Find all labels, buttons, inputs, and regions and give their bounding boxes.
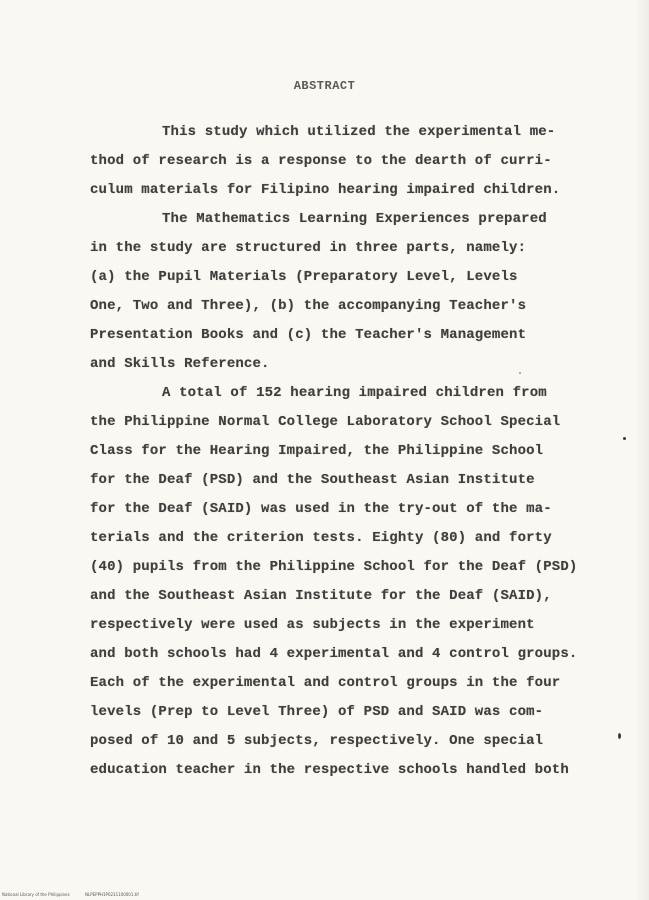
text-line: for the Deaf (PSD) and the Southeast Asian Institute <box>90 472 535 488</box>
scan-footer <box>2 892 153 897</box>
text-line: and both schools had 4 experimental and 4 control groups. <box>90 646 578 662</box>
scan-file-code: NLPEPPH1P0231100001.tif <box>85 892 139 897</box>
text-line: respectively were used as subjects in the experiment <box>90 617 535 633</box>
text-line: The Mathematics Learning Experiences prepared <box>162 211 547 227</box>
ink-speck <box>618 733 621 739</box>
text-line: A total of 152 hearing impaired children from <box>162 385 547 401</box>
library-credit: National Library of the Philippines <box>2 892 70 897</box>
ink-speck <box>519 372 521 374</box>
text-line: the Philippine Normal College Laboratory School Special <box>90 414 561 430</box>
text-line: Presentation Books and (c) the Teacher's Management <box>90 327 527 343</box>
text-line: education teacher in the respective schools handled both <box>90 762 569 778</box>
text-line: Each of the experimental and control groups in the four <box>90 675 561 691</box>
text-line: This study which utilized the experimental me- <box>162 124 556 140</box>
text-line: and Skills Reference. <box>90 356 270 372</box>
text-line: and the Southeast Asian Institute for the Deaf (SAID), <box>90 588 552 604</box>
text-line: terials and the criterion tests. Eighty (80) and forty <box>90 530 552 546</box>
text-line: in the study are structured in three parts, namely: <box>90 240 527 256</box>
text-line: thod of research is a response to the dearth of curri- <box>90 153 552 169</box>
text-line: posed of 10 and 5 subjects, respectively. One special <box>90 733 544 749</box>
text-line: Class for the Hearing Impaired, the Philippine School <box>90 443 544 459</box>
text-line: One, Two and Three), (b) the accompanying Teacher's <box>90 298 527 314</box>
abstract-heading: ABSTRACT <box>293 79 356 93</box>
ink-speck <box>623 437 626 440</box>
text-line: (a) the Pupil Materials (Preparatory Level, Levels <box>90 269 518 285</box>
text-line: levels (Prep to Level Three) of PSD and SAID was com- <box>90 704 544 720</box>
text-line: for the Deaf (SAID) was used in the try-out of the ma- <box>90 501 552 517</box>
text-line: (40) pupils from the Philippine School for the Deaf (PSD) <box>90 559 578 575</box>
text-line: culum materials for Filipino hearing impaired children. <box>90 182 561 198</box>
